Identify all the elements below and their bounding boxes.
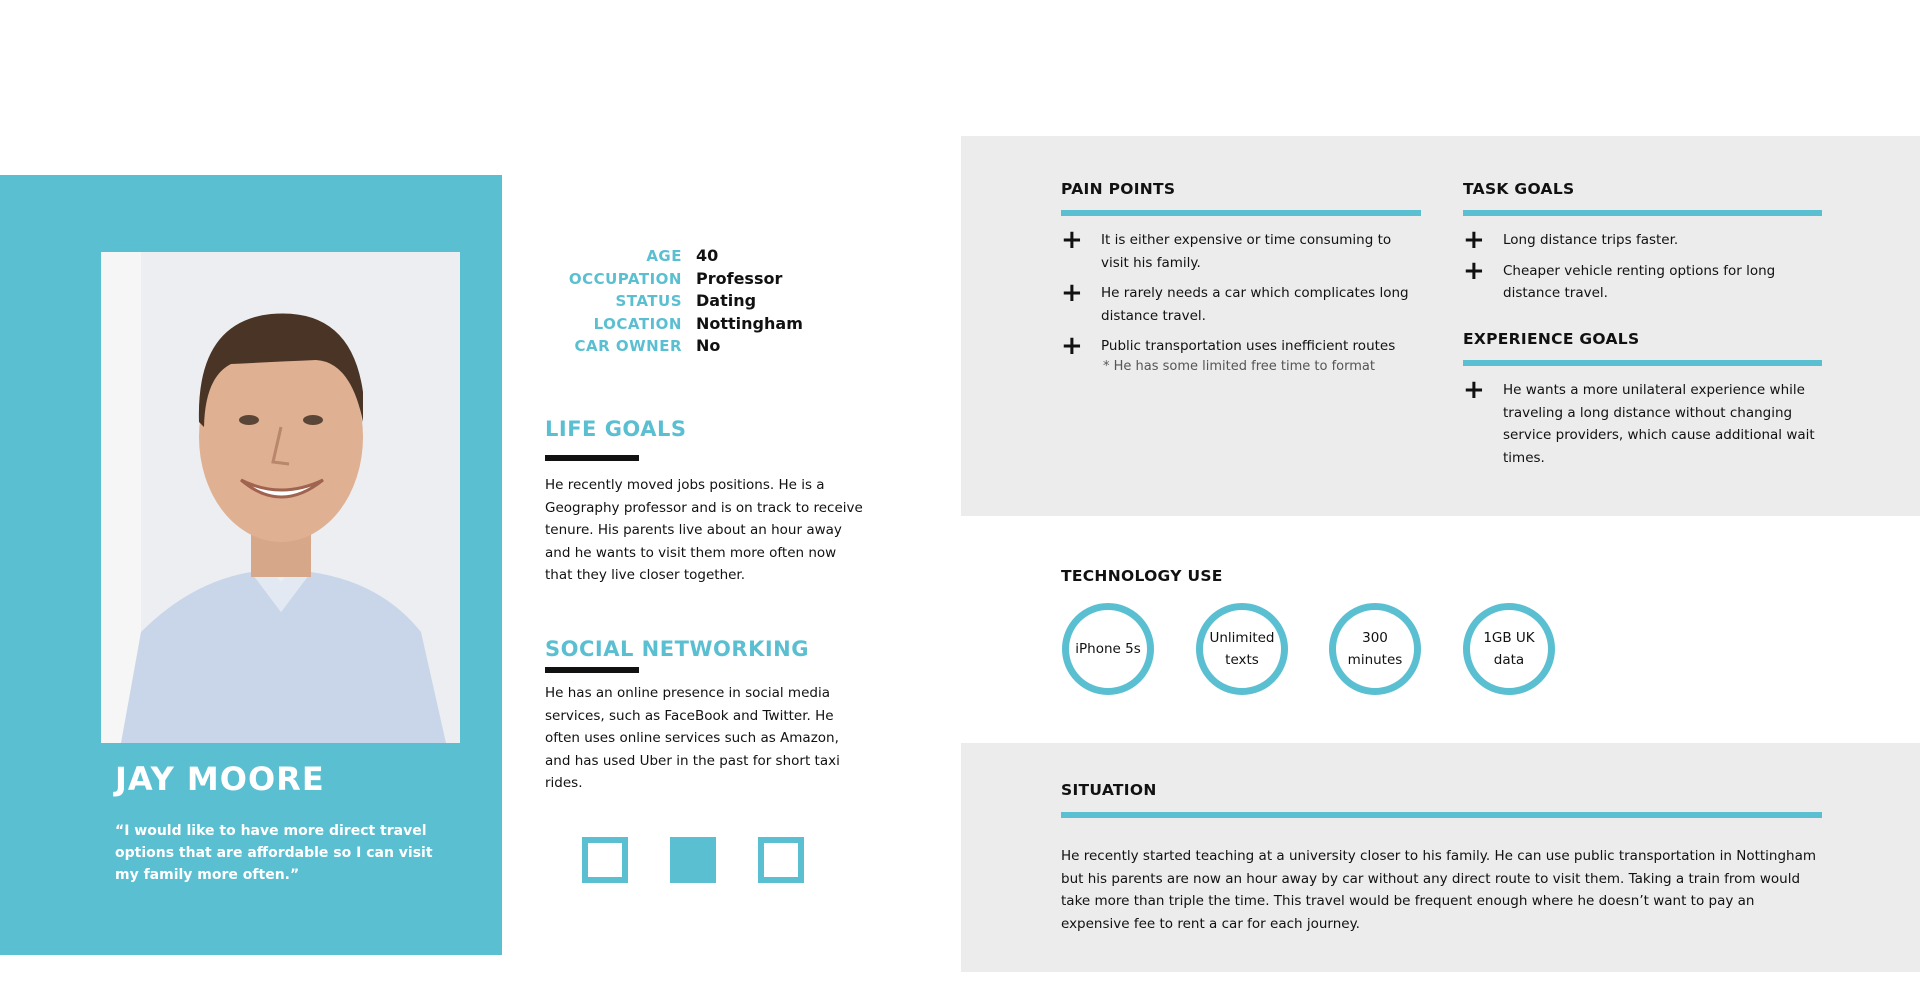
demo-key: AGE [646, 247, 682, 265]
page-indicator-2[interactable] [670, 837, 716, 883]
list-item [1061, 278, 1421, 327]
list-item [1061, 331, 1421, 361]
technology-use-title: TECHNOLOGY USE [1061, 567, 1223, 585]
task-goal-text: Long distance trips faster. [1503, 232, 1679, 248]
tech-label: 300 minutes [1347, 629, 1403, 668]
demo-car-owner [520, 335, 850, 358]
life-goals-text: He recently moved jobs positions. He is a Geography professor and is on track to receive tenure. His parents live about an hour away and he wants to visit them more often now that they live closer together. [545, 477, 863, 583]
person-portrait-icon [101, 252, 460, 743]
demo-key: OCCUPATION [568, 269, 682, 288]
situation-divider [1061, 812, 1822, 818]
social-networking-divider [545, 667, 639, 673]
demo-value: No [696, 336, 721, 355]
plus-icon: + [1061, 225, 1083, 255]
list-item [1061, 225, 1421, 274]
list-item [1463, 375, 1822, 469]
persona-name: JAY MOORE [115, 760, 325, 798]
demo-key: CAR OWNER [574, 337, 682, 355]
demo-occupation [520, 268, 850, 291]
tech-item-texts [1196, 603, 1288, 695]
page-indicator-3[interactable] [758, 837, 804, 883]
task-goals-divider [1463, 210, 1822, 216]
demo-key: STATUS [615, 292, 682, 310]
plus-icon: + [1061, 278, 1083, 308]
pain-points-note: * He has some limited free time to format [1103, 359, 1375, 374]
demo-value: Professor [696, 268, 783, 288]
tech-item-minutes [1329, 603, 1421, 695]
experience-goals-title: EXPERIENCE GOALS [1463, 330, 1640, 348]
experience-goal-text: He wants a more unilateral experience while traveling a long distance without changing service providers, which cause additional wait times. [1503, 382, 1815, 466]
task-goals-title: TASK GOALS [1463, 180, 1575, 198]
profile-photo [101, 252, 460, 743]
life-goals-divider [545, 455, 639, 461]
task-goals-list [1463, 225, 1822, 313]
situation-title: SITUATION [1061, 781, 1157, 799]
demo-value: Nottingham [696, 313, 803, 333]
demo-location [520, 313, 850, 336]
demo-age [520, 245, 850, 268]
demo-value: Dating [696, 291, 757, 310]
demo-value: 40 [696, 246, 719, 265]
experience-goals-divider [1463, 360, 1822, 366]
list-item [1463, 255, 1822, 305]
task-goal-text: Cheaper vehicle renting options for long distance travel. [1503, 262, 1776, 301]
pain-points-divider [1061, 210, 1421, 216]
plus-icon: + [1463, 375, 1485, 405]
profile-card [0, 175, 502, 955]
experience-goals-list [1463, 375, 1822, 477]
tech-label: iPhone 5s [1075, 640, 1141, 657]
plus-icon: + [1463, 225, 1485, 255]
plus-icon: + [1463, 255, 1485, 286]
social-networking-title: SOCIAL NETWORKING [545, 637, 809, 661]
list-item [1463, 225, 1822, 255]
situation-text: He recently started teaching at a university closer to his family. He can use public transportation in Nottingham but his parents are now an hour away by car without any direct route to visit them. Taking a train from would take more than triple the time. This travel would be frequent enough where he doesn’t want to pay an expensive fee to rent a car for each journey. [1061, 848, 1817, 932]
tech-item-data [1463, 603, 1555, 695]
pain-point-text: Public transportation uses inefficient routes [1101, 338, 1396, 354]
social-networking-text: He has an online presence in social media services, such as FaceBook and Twitter. He often uses online services such as Amazon, and has used Uber in the past for short taxi rides. [545, 685, 840, 791]
life-goals-title: LIFE GOALS [545, 417, 687, 441]
persona-quote: “I would like to have more direct travel options that are affordable so I can visit my family more often.” [115, 823, 433, 883]
pain-points-list [1061, 225, 1421, 361]
pain-point-text: It is either expensive or time consuming to visit his family. [1101, 232, 1392, 271]
pain-points-title: PAIN POINTS [1061, 180, 1176, 198]
page-indicator-1[interactable] [582, 837, 628, 883]
tech-label: Unlimited texts [1209, 629, 1275, 668]
plus-icon: + [1061, 331, 1083, 361]
pain-point-text: He rarely needs a car which complicates long distance travel. [1101, 285, 1409, 324]
demo-status [520, 290, 850, 313]
demo-key: LOCATION [593, 314, 682, 333]
tech-label: 1GB UK data [1483, 629, 1535, 668]
tech-item-phone [1062, 603, 1154, 695]
demographics [520, 245, 850, 358]
